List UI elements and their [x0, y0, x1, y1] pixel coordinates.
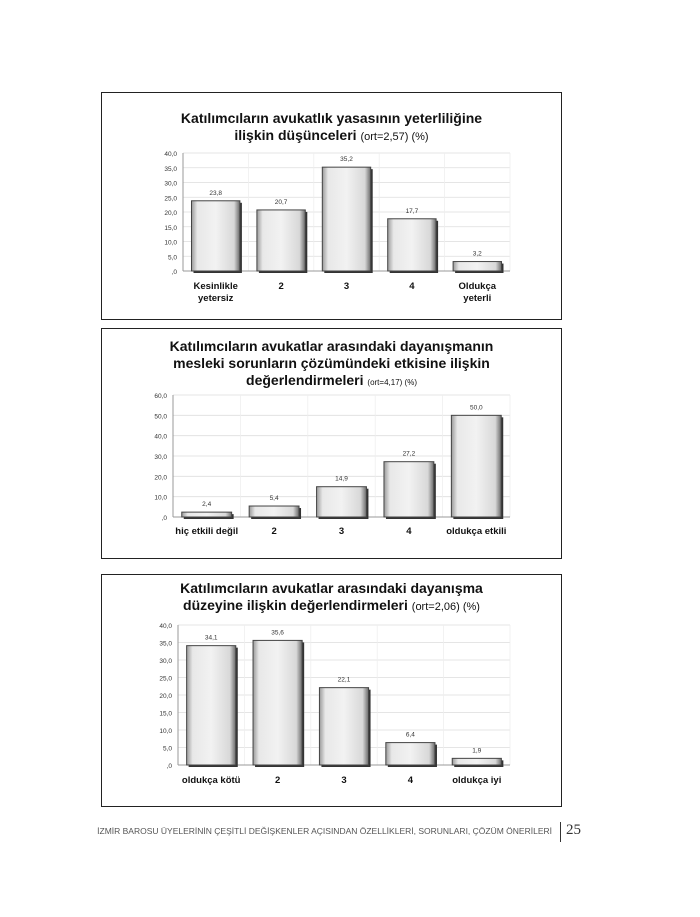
- y-tick-label: 30,0: [164, 180, 177, 188]
- chart-yasa-yeterliligi: [101, 92, 562, 320]
- data-label: 14,9: [335, 475, 348, 483]
- bar: [319, 688, 368, 765]
- y-tick-label: 10,0: [154, 494, 167, 502]
- y-tick-label: 40,0: [159, 623, 172, 630]
- page-number: 25: [566, 822, 581, 838]
- data-label: 50,0: [469, 404, 483, 412]
- title-line: Katılımcıların avukatlar arasındaki dayanışmanın: [169, 338, 494, 354]
- y-tick-label: 20,0: [159, 693, 172, 700]
- bar: [249, 506, 299, 517]
- data-label: 20,7: [274, 198, 288, 206]
- y-tick-label: 15,0: [164, 224, 177, 232]
- y-tick-label: 20,0: [154, 474, 167, 482]
- footer-text: İZMİR BAROSU ÜYELERİNİN ÇEŞİTLİ DEĞİŞKENLER AÇISINDAN ÖZELLİKLERİ, SORUNLARI, ÇÖZÜM ÖNERİLERİ: [97, 826, 552, 836]
- y-tick-label: 40,0: [154, 433, 167, 441]
- category-label: 2: [274, 775, 281, 786]
- category-label: oldukça etkili: [446, 526, 507, 537]
- bar: [182, 512, 232, 517]
- chart-title: [102, 580, 561, 616]
- y-tick-label: 50,0: [154, 413, 167, 421]
- data-label: 35,6: [271, 629, 284, 637]
- category-label: 3: [341, 775, 347, 786]
- y-tick-label: 30,0: [159, 658, 172, 665]
- y-tick-label: 35,0: [159, 640, 172, 648]
- bar: [452, 758, 501, 765]
- y-tick-label: 30,0: [154, 454, 167, 461]
- y-tick-label: ,0: [166, 763, 172, 770]
- data-label: 23,8: [209, 189, 223, 197]
- chart-subtitle: (ort=2,57) (%): [360, 131, 429, 143]
- y-tick-label: 10,0: [164, 239, 177, 247]
- category-label: oldukça iyi: [452, 775, 502, 786]
- category-label: 3: [343, 281, 350, 292]
- footer-divider: [560, 822, 561, 842]
- y-tick-label: 15,0: [159, 710, 172, 718]
- bar: [322, 167, 370, 271]
- y-tick-label: 35,0: [164, 165, 177, 173]
- category-label: oldukça kötü: [181, 775, 241, 786]
- bar: [187, 646, 236, 765]
- category-label: yetersiz: [198, 293, 234, 304]
- category-label: 2: [278, 281, 284, 292]
- category-label: 4: [406, 526, 412, 537]
- bar: [386, 743, 435, 765]
- data-label: 6,4: [405, 731, 415, 739]
- data-label: 27,2: [402, 450, 416, 458]
- data-label: 2,4: [202, 501, 212, 509]
- category-label: 3: [338, 526, 345, 537]
- bar: [317, 487, 367, 517]
- title-line: değerlendirmeleri: [246, 372, 364, 388]
- chart-dayanisma-duzeyi: [101, 574, 562, 807]
- y-tick-label: 40,0: [164, 151, 177, 158]
- title-line: düzeyine ilişkin değerlendirmeleri: [183, 597, 408, 613]
- category-label: Kesinlikle: [193, 281, 238, 292]
- bar: [451, 415, 501, 517]
- bar: [257, 210, 305, 271]
- data-label: 5,4: [269, 495, 279, 503]
- data-label: 17,7: [405, 207, 419, 215]
- title-line: Katılımcıların avukatlar arasındaki dayanışma: [180, 580, 483, 596]
- y-tick-label: 5,0: [162, 745, 172, 753]
- category-label: yeterli: [463, 293, 492, 304]
- bar: [384, 462, 434, 517]
- y-tick-label: 5,0: [167, 254, 177, 262]
- y-tick-label: 10,0: [159, 728, 172, 735]
- data-label: 3,2: [472, 250, 482, 258]
- data-label: 35,2: [340, 156, 353, 164]
- data-label: 1,9: [472, 747, 482, 755]
- bar: [453, 262, 501, 271]
- category-label: Oldukça: [458, 281, 497, 292]
- bar: [388, 219, 436, 271]
- title-line: ilişkin düşünceleri: [234, 127, 357, 143]
- y-tick-label: 25,0: [164, 195, 177, 203]
- y-tick-label: 60,0: [154, 393, 167, 400]
- category-label: 4: [407, 775, 414, 786]
- category-label: 2: [271, 526, 277, 537]
- data-label: 34,1: [204, 634, 218, 642]
- chart-title: [102, 338, 561, 391]
- title-line: Katılımcıların avukatlık yasasının yeterliliğine: [180, 110, 483, 126]
- category-label: 4: [409, 281, 415, 292]
- data-label: 22,1: [337, 676, 351, 684]
- y-tick-label: 25,0: [159, 675, 172, 683]
- title-line: mesleki sorunların çözümündeki etkisine ilişkin: [173, 355, 490, 371]
- chart-subtitle: (ort=2,06) (%): [411, 601, 480, 613]
- chart-title: [102, 110, 561, 146]
- y-tick-label: 20,0: [164, 210, 177, 217]
- chart-subtitle: (ort=4,17) (%): [367, 378, 417, 387]
- y-tick-label: ,0: [161, 515, 167, 522]
- y-tick-label: ,0: [171, 269, 177, 276]
- chart-dayanisma-etkisi: [101, 328, 562, 559]
- bar: [253, 640, 302, 765]
- bar: [192, 201, 240, 271]
- category-label: hiç etkili değil: [175, 526, 239, 537]
